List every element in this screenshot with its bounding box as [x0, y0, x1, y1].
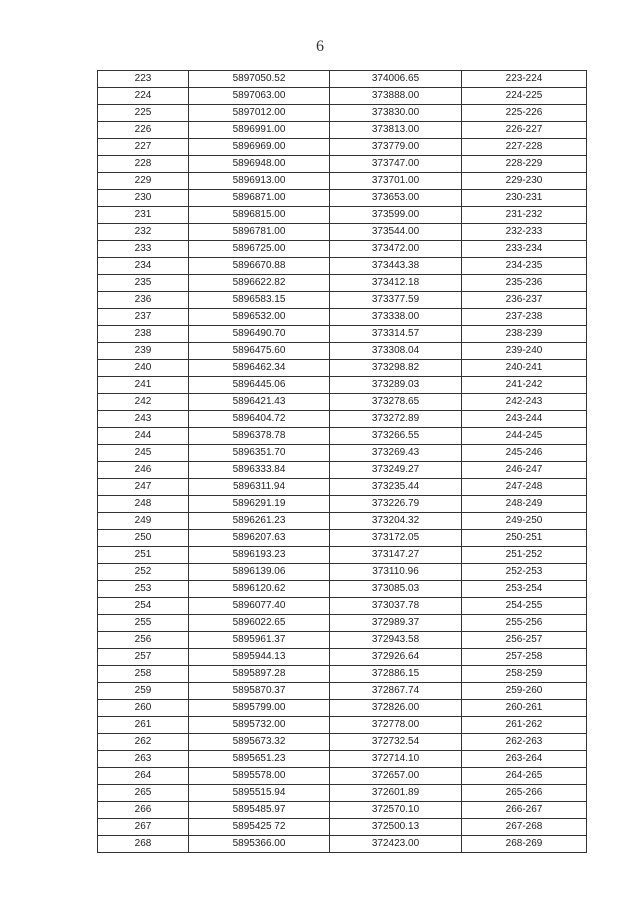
point-number-cell: 232	[98, 224, 189, 241]
x-coordinate-cell: 5895870.37	[189, 683, 330, 700]
table-row	[98, 734, 587, 751]
table-row	[98, 411, 587, 428]
y-coordinate-cell: 373289.03	[330, 377, 462, 394]
point-number-cell: 240	[98, 360, 189, 377]
y-coordinate-cell: 372423.00	[330, 836, 462, 853]
point-number-cell: 249	[98, 513, 189, 530]
segment-cell: 251-252	[462, 547, 587, 564]
point-number-cell: 261	[98, 717, 189, 734]
point-number-cell: 228	[98, 156, 189, 173]
segment-cell: 246-247	[462, 462, 587, 479]
table-row	[98, 139, 587, 156]
x-coordinate-cell: 5896311.94	[189, 479, 330, 496]
segment-cell: 242-243	[462, 394, 587, 411]
x-coordinate-cell: 5895961.37	[189, 632, 330, 649]
x-coordinate-cell: 5895425 72	[189, 819, 330, 836]
segment-cell: 240-241	[462, 360, 587, 377]
point-number-cell: 224	[98, 88, 189, 105]
y-coordinate-cell: 372601.89	[330, 785, 462, 802]
y-coordinate-cell: 373888.00	[330, 88, 462, 105]
y-coordinate-cell: 373701.00	[330, 173, 462, 190]
point-number-cell: 258	[98, 666, 189, 683]
x-coordinate-cell: 5896815.00	[189, 207, 330, 224]
x-coordinate-cell: 5896022.65	[189, 615, 330, 632]
segment-cell: 223-224	[462, 71, 587, 88]
point-number-cell: 225	[98, 105, 189, 122]
point-number-cell: 245	[98, 445, 189, 462]
page-number: 6	[316, 38, 324, 55]
segment-cell: 254-255	[462, 598, 587, 615]
table-row	[98, 462, 587, 479]
table-row	[98, 258, 587, 275]
segment-cell: 224-225	[462, 88, 587, 105]
segment-cell: 228-229	[462, 156, 587, 173]
segment-cell: 238-239	[462, 326, 587, 343]
x-coordinate-cell: 5896462.34	[189, 360, 330, 377]
x-coordinate-cell: 5897063.00	[189, 88, 330, 105]
x-coordinate-cell: 5896077.40	[189, 598, 330, 615]
table-row	[98, 224, 587, 241]
segment-cell: 266-267	[462, 802, 587, 819]
x-coordinate-cell: 5896475.60	[189, 343, 330, 360]
point-number-cell: 259	[98, 683, 189, 700]
y-coordinate-cell: 373599.00	[330, 207, 462, 224]
table-row	[98, 360, 587, 377]
point-number-cell: 231	[98, 207, 189, 224]
y-coordinate-cell: 373308.04	[330, 343, 462, 360]
x-coordinate-cell: 5895732.00	[189, 717, 330, 734]
table-row	[98, 700, 587, 717]
point-number-cell: 234	[98, 258, 189, 275]
y-coordinate-cell: 373412.18	[330, 275, 462, 292]
y-coordinate-cell: 373653.00	[330, 190, 462, 207]
segment-cell: 227-228	[462, 139, 587, 156]
table-row	[98, 513, 587, 530]
point-number-cell: 250	[98, 530, 189, 547]
x-coordinate-cell: 5896333.84	[189, 462, 330, 479]
y-coordinate-cell: 372886.15	[330, 666, 462, 683]
y-coordinate-cell: 373266.55	[330, 428, 462, 445]
table-row	[98, 615, 587, 632]
point-number-cell: 233	[98, 241, 189, 258]
coordinates-table-body	[98, 71, 587, 853]
y-coordinate-cell: 373314.57	[330, 326, 462, 343]
y-coordinate-cell: 373147.27	[330, 547, 462, 564]
table-row	[98, 105, 587, 122]
point-number-cell: 239	[98, 343, 189, 360]
x-coordinate-cell: 5896378.78	[189, 428, 330, 445]
x-coordinate-cell: 5896948.00	[189, 156, 330, 173]
point-number-cell: 244	[98, 428, 189, 445]
x-coordinate-cell: 5896207.63	[189, 530, 330, 547]
y-coordinate-cell: 373472.00	[330, 241, 462, 258]
y-coordinate-cell: 373272.89	[330, 411, 462, 428]
segment-cell: 253-254	[462, 581, 587, 598]
y-coordinate-cell: 373172.05	[330, 530, 462, 547]
y-coordinate-cell: 373544.00	[330, 224, 462, 241]
x-coordinate-cell: 5897012.00	[189, 105, 330, 122]
y-coordinate-cell: 372943.58	[330, 632, 462, 649]
point-number-cell: 252	[98, 564, 189, 581]
x-coordinate-cell: 5897050.52	[189, 71, 330, 88]
y-coordinate-cell: 373813.00	[330, 122, 462, 139]
table-row	[98, 309, 587, 326]
table-row	[98, 71, 587, 88]
segment-cell: 233-234	[462, 241, 587, 258]
segment-cell: 225-226	[462, 105, 587, 122]
y-coordinate-cell: 373443.38	[330, 258, 462, 275]
point-number-cell: 230	[98, 190, 189, 207]
x-coordinate-cell: 5895651.23	[189, 751, 330, 768]
table-row	[98, 428, 587, 445]
segment-cell: 260-261	[462, 700, 587, 717]
y-coordinate-cell: 372714.10	[330, 751, 462, 768]
table-row	[98, 547, 587, 564]
point-number-cell: 237	[98, 309, 189, 326]
y-coordinate-cell: 373779.00	[330, 139, 462, 156]
point-number-cell: 246	[98, 462, 189, 479]
segment-cell: 252-253	[462, 564, 587, 581]
y-coordinate-cell: 372867.74	[330, 683, 462, 700]
x-coordinate-cell: 5896261.23	[189, 513, 330, 530]
table-row	[98, 377, 587, 394]
point-number-cell: 243	[98, 411, 189, 428]
y-coordinate-cell: 373377.59	[330, 292, 462, 309]
segment-cell: 256-257	[462, 632, 587, 649]
y-coordinate-cell: 372500.13	[330, 819, 462, 836]
y-coordinate-cell: 373249.27	[330, 462, 462, 479]
x-coordinate-cell: 5896193.23	[189, 547, 330, 564]
table-row	[98, 445, 587, 462]
y-coordinate-cell: 372778.00	[330, 717, 462, 734]
segment-cell: 250-251	[462, 530, 587, 547]
table-row	[98, 156, 587, 173]
x-coordinate-cell: 5895799.00	[189, 700, 330, 717]
table-row	[98, 836, 587, 853]
y-coordinate-cell: 373830.00	[330, 105, 462, 122]
point-number-cell: 241	[98, 377, 189, 394]
table-row	[98, 819, 587, 836]
segment-cell: 244-245	[462, 428, 587, 445]
table-row	[98, 394, 587, 411]
y-coordinate-cell: 374006.65	[330, 71, 462, 88]
segment-cell: 235-236	[462, 275, 587, 292]
point-number-cell: 257	[98, 649, 189, 666]
segment-cell: 267-268	[462, 819, 587, 836]
x-coordinate-cell: 5896139.06	[189, 564, 330, 581]
x-coordinate-cell: 5896913.00	[189, 173, 330, 190]
segment-cell: 232-233	[462, 224, 587, 241]
segment-cell: 229-230	[462, 173, 587, 190]
y-coordinate-cell: 373085.03	[330, 581, 462, 598]
table-row	[98, 241, 587, 258]
x-coordinate-cell: 5895515.94	[189, 785, 330, 802]
segment-cell: 262-263	[462, 734, 587, 751]
y-coordinate-cell: 373235.44	[330, 479, 462, 496]
table-row	[98, 785, 587, 802]
table-row	[98, 581, 587, 598]
x-coordinate-cell: 5896532.00	[189, 309, 330, 326]
point-number-cell: 223	[98, 71, 189, 88]
point-number-cell: 251	[98, 547, 189, 564]
y-coordinate-cell: 372926.64	[330, 649, 462, 666]
x-coordinate-cell: 5896583.15	[189, 292, 330, 309]
table-row	[98, 122, 587, 139]
table-row	[98, 207, 587, 224]
segment-cell: 231-232	[462, 207, 587, 224]
x-coordinate-cell: 5896490.70	[189, 326, 330, 343]
x-coordinate-cell: 5896351.70	[189, 445, 330, 462]
table-row	[98, 683, 587, 700]
y-coordinate-cell: 372570.10	[330, 802, 462, 819]
coordinates-table	[97, 70, 587, 853]
y-coordinate-cell: 373269.43	[330, 445, 462, 462]
point-number-cell: 248	[98, 496, 189, 513]
point-number-cell: 226	[98, 122, 189, 139]
x-coordinate-cell: 5895944.13	[189, 649, 330, 666]
table-row	[98, 173, 587, 190]
point-number-cell: 242	[98, 394, 189, 411]
segment-cell: 243-244	[462, 411, 587, 428]
y-coordinate-cell: 372989.37	[330, 615, 462, 632]
point-number-cell: 264	[98, 768, 189, 785]
y-coordinate-cell: 373226.79	[330, 496, 462, 513]
segment-cell: 265-266	[462, 785, 587, 802]
table-row	[98, 343, 587, 360]
point-number-cell: 262	[98, 734, 189, 751]
point-number-cell: 235	[98, 275, 189, 292]
table-row	[98, 326, 587, 343]
x-coordinate-cell: 5896670.88	[189, 258, 330, 275]
x-coordinate-cell: 5896969.00	[189, 139, 330, 156]
y-coordinate-cell: 372732.54	[330, 734, 462, 751]
segment-cell: 245-246	[462, 445, 587, 462]
y-coordinate-cell: 373037.78	[330, 598, 462, 615]
x-coordinate-cell: 5895578.00	[189, 768, 330, 785]
segment-cell: 247-248	[462, 479, 587, 496]
x-coordinate-cell: 5896120.62	[189, 581, 330, 598]
x-coordinate-cell: 5896622.82	[189, 275, 330, 292]
segment-cell: 226-227	[462, 122, 587, 139]
table-row	[98, 275, 587, 292]
point-number-cell: 263	[98, 751, 189, 768]
point-number-cell: 265	[98, 785, 189, 802]
point-number-cell: 229	[98, 173, 189, 190]
segment-cell: 237-238	[462, 309, 587, 326]
point-number-cell: 236	[98, 292, 189, 309]
y-coordinate-cell: 372657.00	[330, 768, 462, 785]
y-coordinate-cell: 373278.65	[330, 394, 462, 411]
point-number-cell: 253	[98, 581, 189, 598]
segment-cell: 249-250	[462, 513, 587, 530]
point-number-cell: 254	[98, 598, 189, 615]
y-coordinate-cell: 373747.00	[330, 156, 462, 173]
segment-cell: 259-260	[462, 683, 587, 700]
point-number-cell: 267	[98, 819, 189, 836]
y-coordinate-cell: 373204.32	[330, 513, 462, 530]
table-row	[98, 802, 587, 819]
segment-cell: 257-258	[462, 649, 587, 666]
point-number-cell: 268	[98, 836, 189, 853]
table-row	[98, 632, 587, 649]
x-coordinate-cell: 5896445.06	[189, 377, 330, 394]
segment-cell: 236-237	[462, 292, 587, 309]
segment-cell: 239-240	[462, 343, 587, 360]
segment-cell: 255-256	[462, 615, 587, 632]
segment-cell: 264-265	[462, 768, 587, 785]
table-row	[98, 717, 587, 734]
y-coordinate-cell: 373338.00	[330, 309, 462, 326]
x-coordinate-cell: 5896871.00	[189, 190, 330, 207]
x-coordinate-cell: 5896781.00	[189, 224, 330, 241]
point-number-cell: 247	[98, 479, 189, 496]
segment-cell: 263-264	[462, 751, 587, 768]
x-coordinate-cell: 5895485.97	[189, 802, 330, 819]
table-row	[98, 666, 587, 683]
table-row	[98, 190, 587, 207]
point-number-cell: 256	[98, 632, 189, 649]
y-coordinate-cell: 373110.96	[330, 564, 462, 581]
point-number-cell: 255	[98, 615, 189, 632]
table-row	[98, 479, 587, 496]
y-coordinate-cell: 373298.82	[330, 360, 462, 377]
segment-cell: 258-259	[462, 666, 587, 683]
segment-cell: 261-262	[462, 717, 587, 734]
point-number-cell: 260	[98, 700, 189, 717]
x-coordinate-cell: 5896404.72	[189, 411, 330, 428]
table-row	[98, 649, 587, 666]
table-row	[98, 768, 587, 785]
table-row	[98, 564, 587, 581]
x-coordinate-cell: 5896991.00	[189, 122, 330, 139]
x-coordinate-cell: 5895897.28	[189, 666, 330, 683]
table-row	[98, 751, 587, 768]
point-number-cell: 227	[98, 139, 189, 156]
table-row	[98, 598, 587, 615]
y-coordinate-cell: 372826.00	[330, 700, 462, 717]
x-coordinate-cell: 5895673.32	[189, 734, 330, 751]
table-row	[98, 496, 587, 513]
point-number-cell: 266	[98, 802, 189, 819]
x-coordinate-cell: 5895366.00	[189, 836, 330, 853]
x-coordinate-cell: 5896725.00	[189, 241, 330, 258]
table-row	[98, 292, 587, 309]
table-row	[98, 530, 587, 547]
segment-cell: 248-249	[462, 496, 587, 513]
point-number-cell: 238	[98, 326, 189, 343]
segment-cell: 268-269	[462, 836, 587, 853]
x-coordinate-cell: 5896421.43	[189, 394, 330, 411]
segment-cell: 241-242	[462, 377, 587, 394]
segment-cell: 230-231	[462, 190, 587, 207]
table-row	[98, 88, 587, 105]
x-coordinate-cell: 5896291.19	[189, 496, 330, 513]
segment-cell: 234-235	[462, 258, 587, 275]
